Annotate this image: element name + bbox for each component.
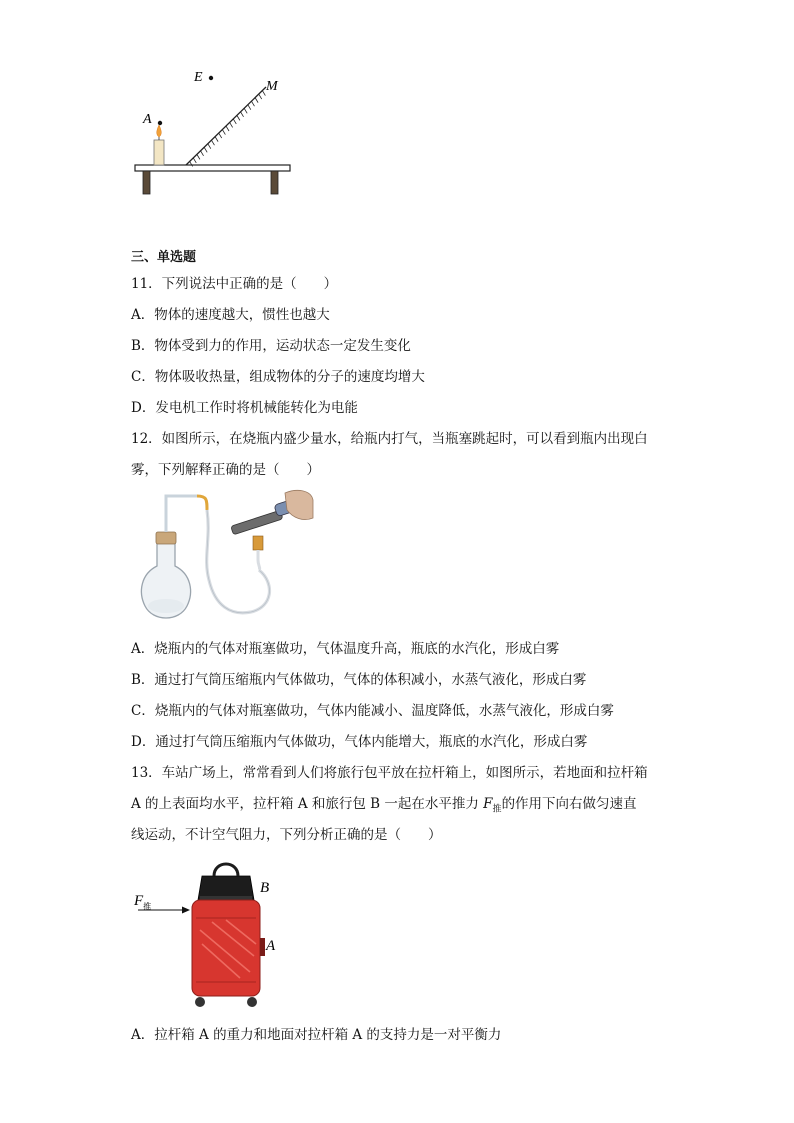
q12-option-a[interactable]: A．烧瓶内的气体对瓶塞做功，气体温度升高，瓶底的水汽化，形成白雾 bbox=[131, 641, 560, 657]
label-m: M bbox=[266, 79, 278, 94]
force-label: $F_推$ bbox=[134, 893, 152, 911]
label-a: A bbox=[143, 112, 152, 127]
mirror-candle-figure bbox=[130, 65, 300, 200]
table-top bbox=[135, 165, 290, 171]
mirror-hatch bbox=[211, 140, 214, 145]
q11-option-d[interactable]: D．发电机工作时将机械能转化为电能 bbox=[131, 400, 358, 416]
pump-body bbox=[231, 510, 283, 535]
mirror-hatch bbox=[215, 137, 218, 142]
mirror-hatch bbox=[259, 94, 262, 99]
mirror-hatch bbox=[233, 119, 236, 124]
force-symbol: F bbox=[483, 796, 493, 812]
mirror-hatch bbox=[208, 144, 211, 149]
table-leg-right bbox=[271, 171, 278, 194]
wheel bbox=[247, 997, 257, 1007]
mirror-hatch bbox=[244, 108, 247, 113]
candle-flame bbox=[157, 125, 162, 137]
q12-option-b[interactable]: B．通过打气筒压缩瓶内气体做功，气体的体积减小，水蒸气液化，形成白雾 bbox=[131, 672, 587, 688]
q13-option-a[interactable]: A．拉杆箱 A 的重力和地面对拉杆箱 A 的支持力是一对平衡力 bbox=[131, 1027, 502, 1043]
suitcase-figure bbox=[130, 852, 290, 1012]
q13-stem-line3: 线运动，不计空气阻力，下列分析正确的是（ ） bbox=[131, 827, 442, 843]
mirror-hatch bbox=[255, 98, 258, 103]
mirror-hatch bbox=[222, 130, 225, 135]
mirror-hatch bbox=[230, 122, 233, 127]
mirror-hatch bbox=[262, 91, 265, 96]
section-title: 三、单选题 bbox=[131, 250, 197, 265]
mirror-hatch bbox=[251, 101, 254, 106]
q12-stem-line2: 雾，下列解释正确的是（ ） bbox=[131, 462, 320, 478]
force-subscript: 推 bbox=[492, 804, 502, 815]
q12-option-d[interactable]: D．通过打气筒压缩瓶内气体做功，气体内能增大，瓶底的水汽化，形成白雾 bbox=[131, 734, 588, 750]
hand bbox=[285, 490, 313, 519]
mirror-hatch bbox=[219, 133, 222, 138]
glass-tube bbox=[166, 496, 197, 532]
mirror-hatch bbox=[193, 158, 196, 163]
q12-option-c[interactable]: C．烧瓶内的气体对瓶塞做功，气体内能减小、温度降低，水蒸气液化，形成白雾 bbox=[131, 703, 614, 719]
wheel bbox=[195, 997, 205, 1007]
mirror-hatch bbox=[226, 126, 229, 131]
mirror-hatch bbox=[197, 154, 200, 159]
mirror-hatch bbox=[204, 147, 207, 152]
q12-stem-line1: 12．如图所示，在烧瓶内盛少量水，给瓶内打气，当瓶塞跳起时，可以看到瓶内出现白 bbox=[131, 431, 648, 447]
q13-stem-line2: A 的上表面均水平，拉杆箱 A 和旅行包 B 一起在水平推力 $F_推$的作用下向右做匀速直 bbox=[131, 796, 637, 815]
mirror-hatch bbox=[241, 112, 244, 117]
label-b: B bbox=[260, 880, 270, 896]
mirror-hatch bbox=[248, 105, 251, 110]
q11-option-c[interactable]: C．物体吸收热量，组成物体的分子的速度均增大 bbox=[131, 369, 425, 385]
mirror-hatch bbox=[201, 151, 204, 156]
stopper bbox=[156, 532, 176, 544]
label-a-suitcase: A bbox=[266, 938, 276, 954]
mirror-hatch bbox=[237, 115, 240, 120]
table-leg-left bbox=[143, 171, 150, 194]
point-a bbox=[158, 121, 162, 125]
flask-pump-figure bbox=[135, 488, 315, 630]
q13-stem-line1: 13．车站广场上，常常看到人们将旅行包平放在拉杆箱上，如图所示，若地面和拉杆箱 bbox=[131, 765, 648, 781]
candle bbox=[154, 140, 164, 165]
point-e bbox=[209, 76, 213, 80]
q11-option-b[interactable]: B．物体受到力的作用，运动状态一定发生变化 bbox=[131, 338, 411, 354]
label-e: E bbox=[194, 70, 203, 85]
q11-option-a[interactable]: A．物体的速度越大，惯性也越大 bbox=[131, 307, 330, 323]
q11-stem: 11．下列说法中正确的是（ ） bbox=[131, 276, 338, 292]
